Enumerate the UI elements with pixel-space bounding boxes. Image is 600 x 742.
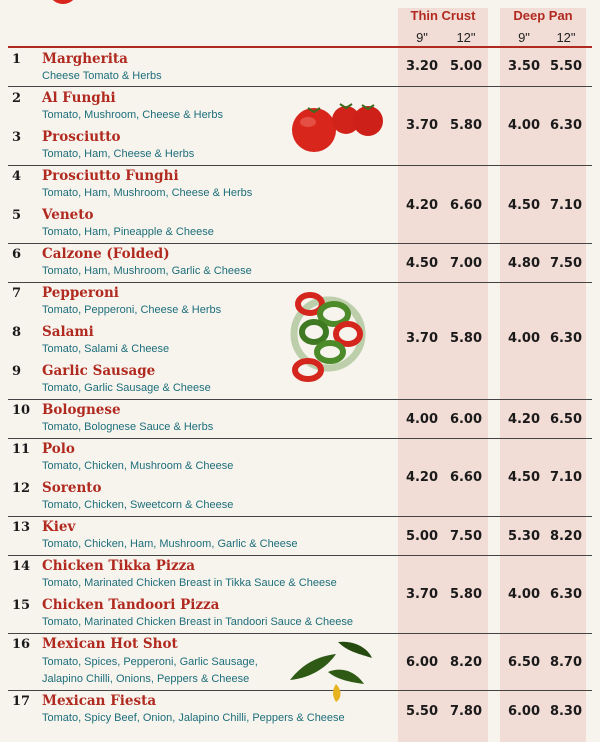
price-thin-9: 6.00 <box>405 655 439 670</box>
price-thin-9: 3.70 <box>405 118 439 133</box>
group-divider <box>8 243 592 244</box>
price-deep-9: 6.00 <box>507 704 541 719</box>
chilli-peppers-icon <box>284 632 376 702</box>
price-thin-9: 5.50 <box>405 704 439 719</box>
price-thin-12: 8.20 <box>449 655 483 670</box>
price-thin-12: 5.80 <box>449 118 483 133</box>
item-number: 12 <box>12 481 31 496</box>
item-description: Tomato, Chicken, Sweetcorn & Cheese <box>42 499 234 511</box>
price-deep-12: 6.30 <box>549 118 583 133</box>
price-thin-9: 4.20 <box>405 470 439 485</box>
price-thin-9: 4.50 <box>405 256 439 271</box>
price-deep-9: 3.50 <box>507 59 541 74</box>
item-number: 7 <box>12 286 22 301</box>
price-deep-9: 5.30 <box>507 529 541 544</box>
group-divider <box>8 282 592 283</box>
item-name: Margherita <box>42 51 128 67</box>
price-thin-9: 4.20 <box>405 198 439 213</box>
item-number: 17 <box>12 694 31 709</box>
price-deep-9: 4.00 <box>507 587 541 602</box>
price-thin-12: 6.60 <box>449 470 483 485</box>
item-number: 13 <box>12 520 31 535</box>
price-deep-9: 4.00 <box>507 331 541 346</box>
price-thin-9: 4.00 <box>405 412 439 427</box>
item-description: Tomato, Spicy Beef, Onion, Jalapino Chilli, Peppers & Cheese <box>42 712 345 724</box>
item-number: 2 <box>12 91 22 106</box>
price-deep-9: 4.00 <box>507 118 541 133</box>
item-name: Veneto <box>42 207 94 223</box>
item-description-line2: Jalapino Chilli, Onions, Peppers & Cheese <box>42 673 250 685</box>
group-divider <box>8 165 592 166</box>
item-name: Chicken Tikka Pizza <box>42 558 196 574</box>
item-description: Tomato, Ham, Pineapple & Cheese <box>42 226 214 238</box>
price-deep-12: 6.50 <box>549 412 583 427</box>
header-rule <box>8 46 592 48</box>
price-deep-12: 8.30 <box>549 704 583 719</box>
item-name: Bolognese <box>42 402 121 418</box>
price-thin-12: 7.80 <box>449 704 483 719</box>
price-thin-12: 5.80 <box>449 331 483 346</box>
price-deep-9: 4.80 <box>507 256 541 271</box>
price-deep-12: 6.30 <box>549 587 583 602</box>
item-name: Chicken Tandoori Pizza <box>42 597 220 613</box>
price-thin-9: 3.70 <box>405 587 439 602</box>
item-name: Pepperoni <box>42 285 119 301</box>
price-deep-9: 4.50 <box>507 198 541 213</box>
item-description: Tomato, Chicken, Ham, Mushroom, Garlic & Cheese <box>42 538 298 550</box>
price-thin-12: 7.00 <box>449 256 483 271</box>
item-number: 10 <box>12 403 31 418</box>
item-name: Sorento <box>42 480 102 496</box>
item-number: 3 <box>12 130 22 145</box>
item-description: Tomato, Bolognese Sauce & Herbs <box>42 421 214 433</box>
price-deep-12: 8.20 <box>549 529 583 544</box>
group-divider <box>8 516 592 517</box>
price-deep-12: 5.50 <box>549 59 583 74</box>
item-name: Kiev <box>42 519 76 535</box>
price-thin-9: 3.70 <box>405 331 439 346</box>
price-thin-12: 6.60 <box>449 198 483 213</box>
price-deep-12: 6.30 <box>549 331 583 346</box>
deep-pan-size-9: 9" <box>518 30 530 45</box>
item-description: Cheese Tomato & Herbs <box>42 70 162 82</box>
item-description: Tomato, Garlic Sausage & Cheese <box>42 382 211 394</box>
item-description: Tomato, Chicken, Mushroom & Cheese <box>42 460 234 472</box>
price-deep-9: 4.20 <box>507 412 541 427</box>
item-description: Tomato, Ham, Mushroom, Cheese & Herbs <box>42 187 253 199</box>
item-name: Mexican Fiesta <box>42 693 157 709</box>
item-number: 16 <box>12 637 31 652</box>
price-thin-9: 5.00 <box>405 529 439 544</box>
item-number: 15 <box>12 598 31 613</box>
item-name: Al Funghi <box>42 90 116 106</box>
price-deep-12: 7.10 <box>549 470 583 485</box>
item-description: Tomato, Marinated Chicken Breast in Tikka Sauce & Cheese <box>42 577 337 589</box>
pepper-rings-icon <box>284 284 374 392</box>
item-name: Salami <box>42 324 94 340</box>
item-number: 11 <box>12 442 31 457</box>
price-deep-12: 7.50 <box>549 256 583 271</box>
deep-pan-size-12: 12" <box>556 30 576 45</box>
price-thin-12: 6.00 <box>449 412 483 427</box>
item-number: 6 <box>12 247 22 262</box>
group-divider <box>8 438 592 439</box>
item-description: Tomato, Ham, Cheese & Herbs <box>42 148 195 160</box>
thin-crust-size-12: 12" <box>456 30 476 45</box>
item-description: Tomato, Salami & Cheese <box>42 343 170 355</box>
price-thin-12: 5.80 <box>449 587 483 602</box>
logo-fragment <box>48 0 78 4</box>
price-deep-9: 4.50 <box>507 470 541 485</box>
item-description: Tomato, Pepperoni, Cheese & Herbs <box>42 304 222 316</box>
item-description: Tomato, Mushroom, Cheese & Herbs <box>42 109 223 121</box>
item-number: 4 <box>12 169 22 184</box>
thin-crust-size-9: 9" <box>416 30 428 45</box>
item-name: Polo <box>42 441 75 457</box>
thin-crust-header: Thin Crust <box>410 8 476 23</box>
deep-pan-header: Deep Pan <box>513 8 573 23</box>
price-deep-12: 7.10 <box>549 198 583 213</box>
group-divider <box>8 86 592 87</box>
price-deep-12: 8.70 <box>549 655 583 670</box>
item-name: Prosciutto Funghi <box>42 168 179 184</box>
item-name: Prosciutto <box>42 129 121 145</box>
tomato-icon <box>286 96 386 156</box>
item-number: 1 <box>12 52 22 67</box>
price-thin-9: 3.20 <box>405 59 439 74</box>
item-description: Tomato, Spices, Pepperoni, Garlic Sausage, <box>42 656 258 668</box>
item-number: 5 <box>12 208 22 223</box>
item-description: Tomato, Marinated Chicken Breast in Tandoori Sauce & Cheese <box>42 616 354 628</box>
item-description: Tomato, Ham, Mushroom, Garlic & Cheese <box>42 265 252 277</box>
item-number: 14 <box>12 559 31 574</box>
price-deep-9: 6.50 <box>507 655 541 670</box>
item-number: 8 <box>12 325 22 340</box>
item-name: Mexican Hot Shot <box>42 636 178 652</box>
group-divider <box>8 399 592 400</box>
group-divider <box>8 555 592 556</box>
item-name: Calzone (Folded) <box>42 246 170 262</box>
price-thin-12: 5.00 <box>449 59 483 74</box>
price-thin-12: 7.50 <box>449 529 483 544</box>
item-name: Garlic Sausage <box>42 363 156 379</box>
item-number: 9 <box>12 364 22 379</box>
